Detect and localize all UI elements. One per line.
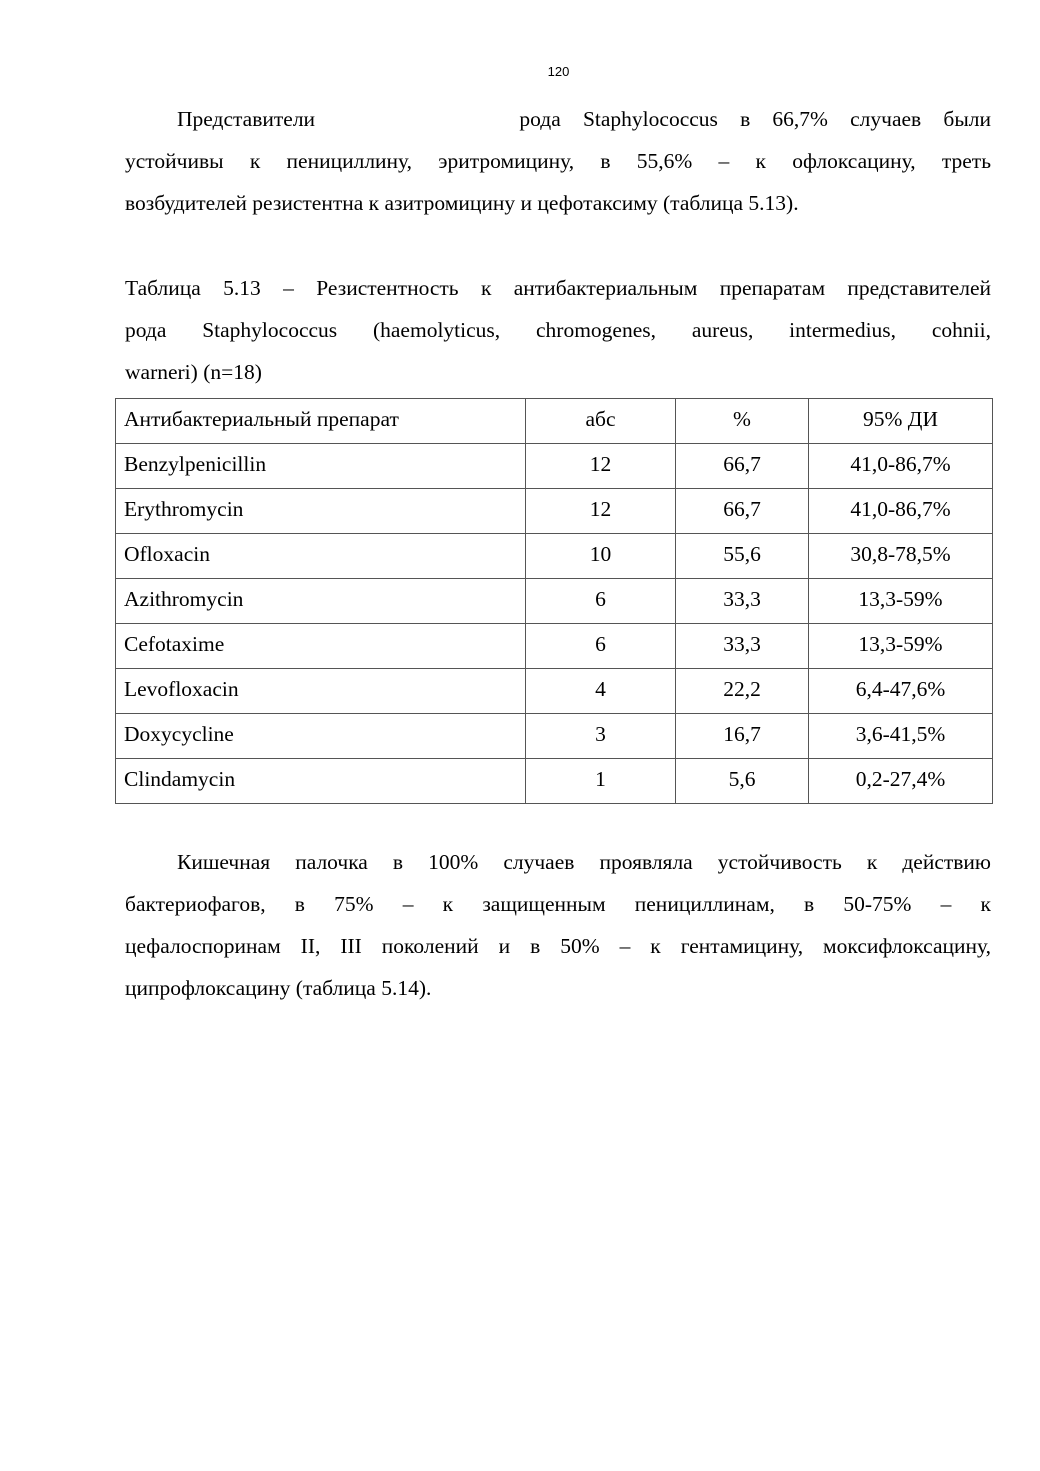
ecoli-paragraph-line-2: бактериофагов, в 75% – к защищенным пенициллинам, в 50-75% – к (125, 892, 991, 916)
word: в (740, 107, 751, 131)
header-percent: % (676, 399, 809, 444)
cell-ci: 3,6-41,5% (809, 714, 993, 759)
ecoli-paragraph-line-4: ципрофлоксацину (таблица 5.14). (125, 976, 432, 1000)
cell-abs: 10 (526, 534, 676, 579)
cell-percent: 66,7 (676, 489, 809, 534)
resistance-table (115, 398, 993, 804)
intro-paragraph-line-2: устойчивы к пенициллину, эритромицину, в 55,6% – к офлоксацину, треть (125, 149, 991, 173)
cell-drug: Azithromycin (116, 579, 526, 624)
cell-ci: 41,0-86,7% (809, 489, 993, 534)
word: случаев (850, 107, 922, 131)
cell-drug: Cefotaxime (116, 624, 526, 669)
cell-ci: 13,3-59% (809, 579, 993, 624)
ecoli-paragraph-line-3: цефалоспоринам II, III поколений и в 50% – к гентамицину, моксифлоксацину, (125, 934, 991, 958)
cell-percent: 55,6 (676, 534, 809, 579)
cell-percent: 33,3 (676, 579, 809, 624)
cell-ci: 41,0-86,7% (809, 444, 993, 489)
cell-abs: 6 (526, 624, 676, 669)
cell-abs: 4 (526, 669, 676, 714)
word: Представители (177, 107, 316, 131)
cell-abs: 1 (526, 759, 676, 804)
word: 66,7% (772, 107, 828, 131)
table-row (116, 624, 993, 669)
intro-paragraph (125, 98, 991, 224)
cell-ci: 6,4-47,6% (809, 669, 993, 714)
cell-drug: Levofloxacin (116, 669, 526, 714)
header-abs: абс (526, 399, 676, 444)
header-drug: Антибактериальный препарат (116, 399, 526, 444)
header-ci: 95% ДИ (809, 399, 993, 444)
table-header-row (116, 399, 993, 444)
cell-percent: 33,3 (676, 624, 809, 669)
word: Staphylococcus (582, 107, 718, 131)
table-row (116, 579, 993, 624)
word: были (943, 107, 991, 131)
cell-abs: 12 (526, 489, 676, 534)
cell-percent: 5,6 (676, 759, 809, 804)
cell-drug: Erythromycin (116, 489, 526, 534)
table-row (116, 759, 993, 804)
cell-drug: Benzylpenicillin (116, 444, 526, 489)
table-row (116, 669, 993, 714)
table-row (116, 489, 993, 534)
table-row (116, 534, 993, 579)
table-caption (125, 267, 991, 393)
cell-drug: Ofloxacin (116, 534, 526, 579)
table-caption-line-1: Таблица 5.13 – Резистентность к антибактериальным препаратам представителей (125, 276, 991, 300)
ecoli-paragraph (125, 841, 991, 1009)
cell-abs: 6 (526, 579, 676, 624)
cell-drug: Doxycycline (116, 714, 526, 759)
cell-ci: 0,2-27,4% (809, 759, 993, 804)
cell-percent: 22,2 (676, 669, 809, 714)
table-row (116, 444, 993, 489)
cell-percent: 16,7 (676, 714, 809, 759)
intro-paragraph-line-1 (125, 98, 991, 140)
ecoli-paragraph-line-1: Кишечная палочка в 100% случаев проявляла устойчивость к действию (177, 850, 991, 874)
table-row (116, 714, 993, 759)
page-number: 120 (547, 64, 570, 79)
table-caption-line-3: warneri) (n=18) (125, 360, 262, 384)
cell-percent: 66,7 (676, 444, 809, 489)
cell-drug: Clindamycin (116, 759, 526, 804)
cell-abs: 3 (526, 714, 676, 759)
intro-paragraph-line-3: возбудителей резистентна к азитромицину и цефотаксиму (таблица 5.13). (125, 191, 799, 215)
cell-abs: 12 (526, 444, 676, 489)
cell-ci: 30,8-78,5% (809, 534, 993, 579)
cell-ci: 13,3-59% (809, 624, 993, 669)
table-caption-line-2: рода Staphylococcus (haemolyticus, chromogenes, aureus, intermedius, cohnii, (125, 318, 991, 342)
word: рода (519, 107, 561, 131)
